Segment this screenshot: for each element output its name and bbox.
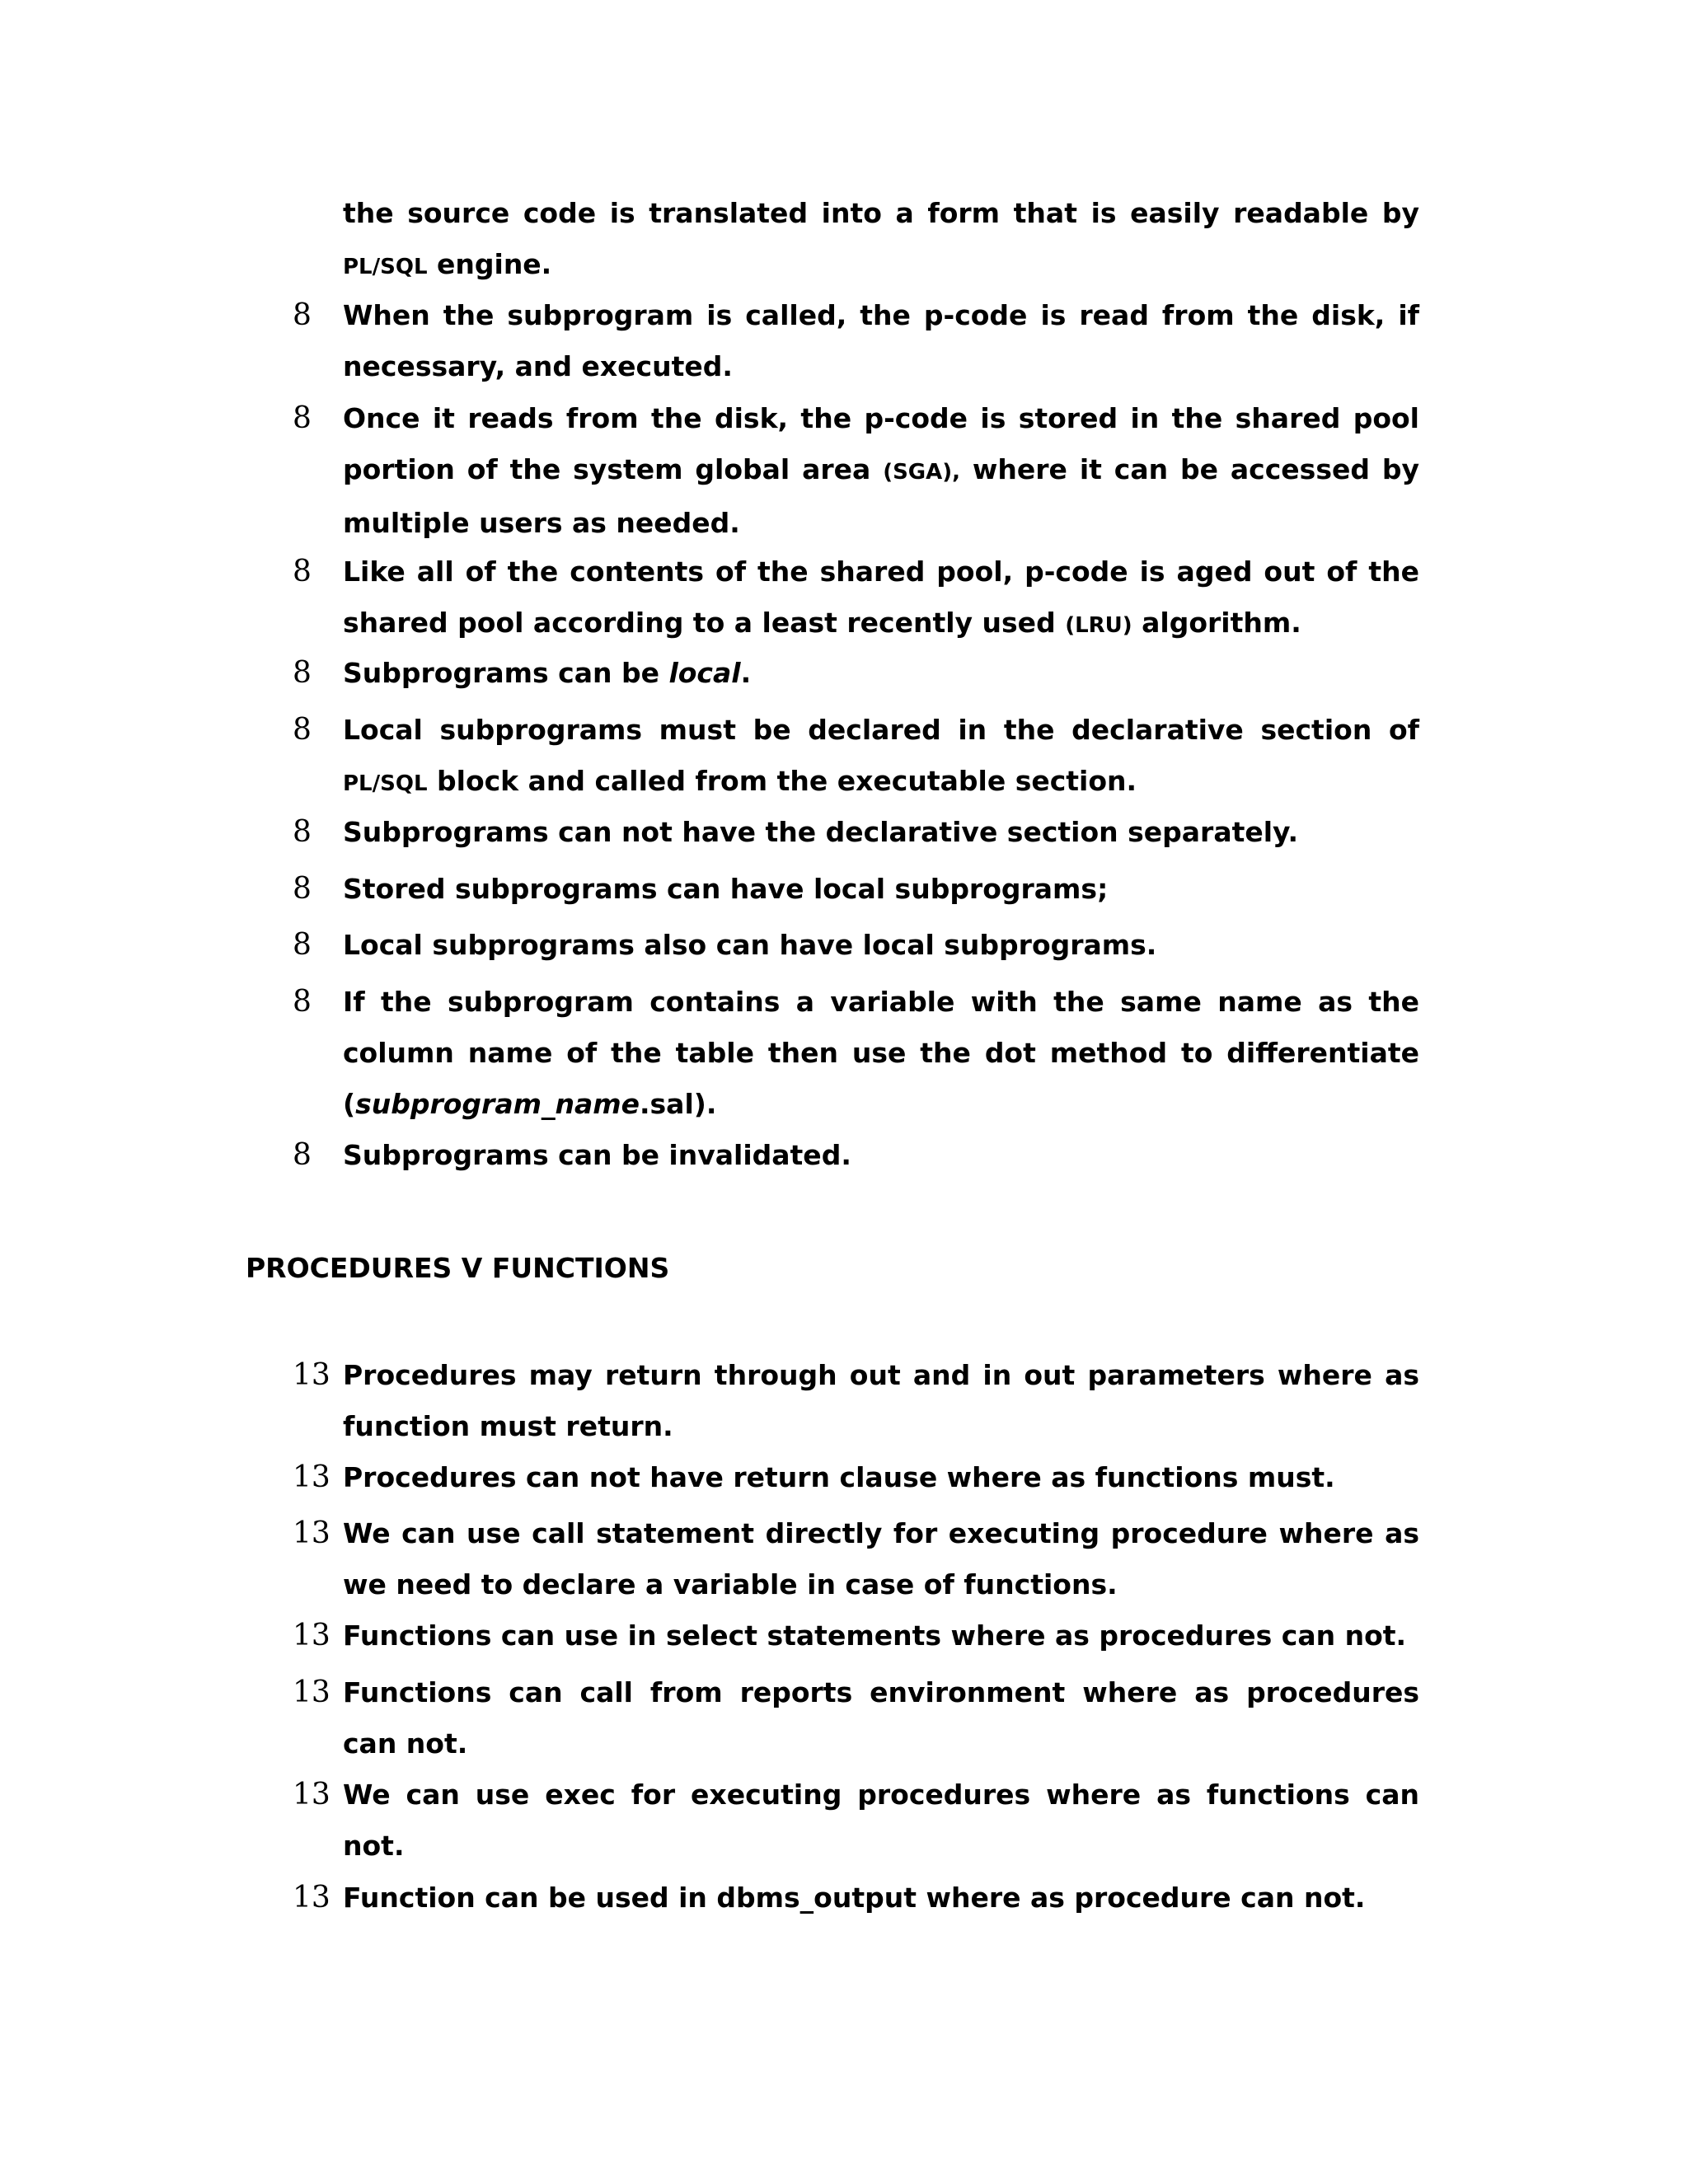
bullet-marker: 13: [293, 1619, 331, 1652]
bullet-marker: 8: [293, 555, 312, 588]
text-run: where it can be accessed by multiple users as needed.: [343, 453, 1419, 539]
bullet-marker: 8: [293, 401, 312, 435]
list-item-text: [343, 705, 1419, 809]
acronym-run: PL/SQL: [343, 255, 428, 279]
bullet-marker: 8: [293, 985, 312, 1019]
list-item-text: Stored subprograms can have local subprograms;: [343, 873, 1109, 905]
list-item-text: When the subprogram is called, the p-code is read from the disk, if necessary, and executed.: [343, 299, 1419, 382]
text-run: Once it reads from the disk, the p-code is stored in the shared pool portion of the system global area: [343, 402, 1419, 485]
list-item-text: We can use exec for executing procedures where as functions can not.: [343, 1779, 1419, 1862]
bullet-marker: 13: [293, 1778, 331, 1811]
list-item-text: [343, 393, 1419, 549]
list-item-text: [343, 977, 1419, 1130]
bullet-marker: 8: [293, 713, 312, 747]
text-run: block and called from the executable section.: [427, 765, 1137, 797]
list-item-text: Procedures can not have return clause where as functions must.: [343, 1461, 1335, 1493]
list-item-text: We can use call statement directly for executing procedure where as we need to declare a variable in case of functions.: [343, 1517, 1419, 1601]
list-item-text: [343, 648, 1419, 699]
bullet-marker: 8: [293, 872, 312, 906]
text-run: algorithm.: [1132, 607, 1301, 639]
section-heading: PROCEDURES V FUNCTIONS: [246, 1252, 670, 1284]
bullet-marker: 8: [293, 928, 312, 962]
text-run: Like all of the contents of the shared pool, p-code is aged out of the shared pool according to a least recently used: [343, 555, 1419, 639]
list-item-text: Procedures may return through out and in out parameters where as function must return.: [343, 1359, 1419, 1442]
acronym-run: (SGA),: [883, 460, 961, 485]
bullet-marker: 8: [293, 298, 312, 332]
list-item-text: Local subprograms also can have local subprograms.: [343, 929, 1157, 961]
text-run: .: [740, 657, 752, 689]
bullet-marker: 13: [293, 1881, 331, 1915]
acronym-run: (LRU): [1065, 613, 1132, 638]
list-item-text: Function can be used in dbms_output where as procedure can not.: [343, 1882, 1366, 1914]
italic-run: local: [668, 657, 741, 689]
bullet-marker: 8: [293, 1138, 312, 1172]
bullet-marker: 8: [293, 815, 312, 849]
paragraph-text: [343, 188, 1419, 293]
list-item-text: Functions can use in select statements where as procedures can not.: [343, 1619, 1407, 1652]
text-run: engine.: [427, 248, 552, 280]
list-item-text: Subprograms can not have the declarative section separately.: [343, 816, 1299, 848]
text-run: .sal).: [640, 1088, 717, 1120]
text-run: Subprograms can be: [343, 657, 669, 689]
text-run: the source code is translated into a form that is easily readable by: [343, 197, 1419, 229]
acronym-run: PL/SQL: [343, 771, 428, 796]
list-item-text: Subprograms can be invalidated.: [343, 1139, 851, 1171]
italic-run: subprogram_name: [355, 1088, 640, 1120]
text-run: If the subprogram contains a variable with the same name as the column name of the table then use the dot method to differentiate (: [343, 986, 1419, 1120]
list-item-text: Functions can call from reports environment where as procedures can not.: [343, 1676, 1419, 1760]
bullet-marker: 13: [293, 1358, 331, 1392]
text-run: Local subprograms must be declared in the declarative section of: [343, 714, 1419, 746]
list-item-text: [343, 546, 1419, 651]
bullet-marker: 13: [293, 1460, 331, 1494]
bullet-marker: 13: [293, 1675, 331, 1709]
bullet-marker: 13: [293, 1516, 331, 1550]
bullet-marker: 8: [293, 656, 312, 690]
